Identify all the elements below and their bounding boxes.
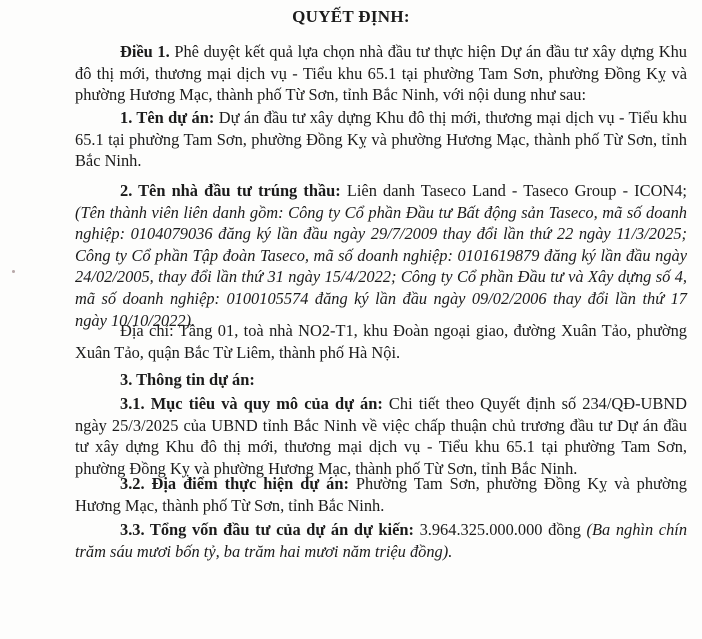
investor-paragraph xyxy=(75,180,687,331)
location-text: Phường Tam Sơn, phường Đồng Kỵ và phường Hương Mạc, thành phố Từ Sơn, tỉnh Bắc Ninh. xyxy=(75,474,688,515)
project-info-heading xyxy=(75,369,687,391)
decision-title: QUYẾT ĐỊNH: xyxy=(292,7,410,26)
objective-scale-text: Chi tiết theo Quyết định số 234/QĐ-UBND ngày 25/3/2025 của UBND tỉnh Bắc Ninh về việc chấp thuận chủ trương đầu tư Dự án đầu tư xây dựng Khu đô thị mới, thương mại dịch vụ - Tiểu khu 65.1 tại phường Tam Sơn, phường Đồng Kỵ và phường Hương Mạc, thành phố Từ Sơn, tỉnh Bắc Ninh. xyxy=(75,394,687,478)
location-label: 3.2. Địa điểm thực hiện dự án: xyxy=(120,474,349,493)
project-name-paragraph xyxy=(75,107,687,172)
scan-speck xyxy=(12,270,15,273)
article-1-text: Phê duyệt kết quả lựa chọn nhà đầu tư thực hiện Dự án đầu tư xây dựng Khu đô thị mới, thương mại dịch vụ - Tiểu khu 65.1 tại phường Tam Sơn, phường Đồng Kỵ và phường Hương Mạc, thành phố Từ Sơn, tỉnh Bắc Ninh, với nội dung như sau: xyxy=(75,42,687,105)
article-1-paragraph xyxy=(75,41,687,106)
investor-label: 2. Tên nhà đầu tư trúng thầu: xyxy=(120,181,341,200)
objective-scale-paragraph xyxy=(75,393,687,479)
total-investment-paragraph xyxy=(75,519,687,562)
article-1-label: Điều 1. xyxy=(120,42,170,61)
total-investment-label: 3.3. Tổng vốn đầu tư của dự án dự kiến: xyxy=(120,520,414,539)
objective-scale-label: 3.1. Mục tiêu và quy mô của dự án: xyxy=(120,394,383,413)
total-investment-amount: 3.964.325.000.000 đồng xyxy=(413,520,581,539)
total-investment-words: (Ba nghìn chín trăm sáu mươi bốn tỷ, ba trăm hai mươi năm triệu đồng). xyxy=(75,520,688,561)
location-paragraph xyxy=(75,473,687,516)
investor-address: Địa chỉ: Tầng 01, toà nhà NO2-T1, khu Đoàn ngoại giao, đường Xuân Tảo, phường Xuân Tảo, quận Bắc Từ Liêm, thành phố Hà Nội. xyxy=(75,321,687,362)
project-name-text: Dự án đầu tư xây dựng Khu đô thị mới, thương mại dịch vụ - Tiểu khu 65.1 tại phường Tam Sơn, phường Đồng Kỵ và phường Hương Mạc, thành phố Từ Sơn, tỉnh Bắc Ninh. xyxy=(75,108,687,171)
investor-text: Liên danh Taseco Land - Taseco Group - ICON4; xyxy=(340,181,687,200)
consortium-members: (Tên thành viên liên danh gồm: Công ty Cổ phần Đầu tư Bất động sản Taseco, mã số doanh nghiệp: 0104079036 đăng ký lần đầu ngày 29/7/2009 thay đổi lần thứ 22 ngày 11/3/2025; Công ty Cổ phần Tập đoàn Taseco, mã số doanh nghiệp: 0101619879 đăng ký lần đầu ngày 24/02/2005, thay đổi lần thứ 31 ngày 15/4/2022; Công ty Cổ phần Đầu tư và Xây dựng số 4, mã số doanh nghiệp: 0100105574 đăng ký lần đầu ngày 09/02/2006 thay đổi lần thứ 17 ngày 10/10/2022). xyxy=(75,202,687,330)
project-info-label: 3. Thông tin dự án: xyxy=(120,370,255,389)
project-name-label: 1. Tên dự án: xyxy=(120,108,215,127)
